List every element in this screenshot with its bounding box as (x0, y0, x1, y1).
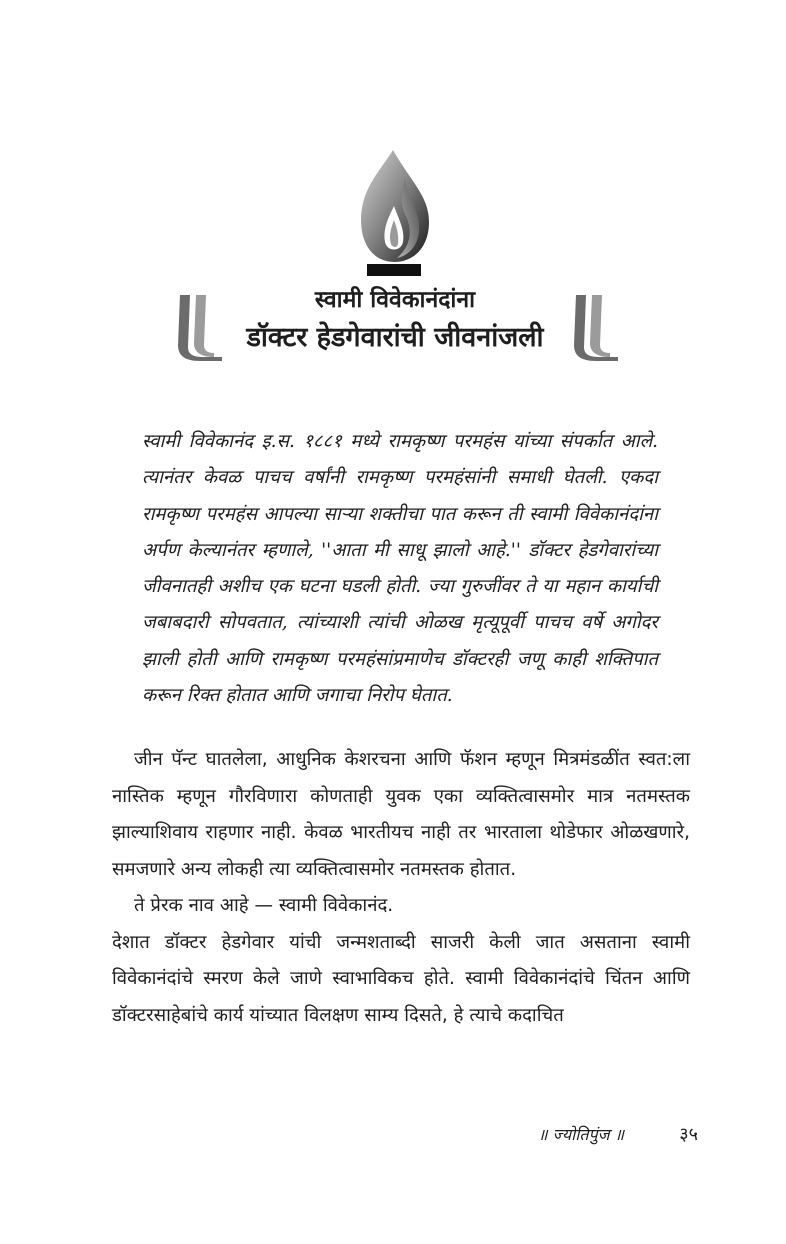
paragraph: देशात डॉक्टर हेडगेवार यांची जन्मशताब्दी साजरी केली जात असताना स्वामी विवेकानंदांचे स्मरण केले जाणे स्वाभाविकच होते. स्वामी विवेकानंदांचे चिंतन आणि डॉक्टरसाहेबांचे कार्य यांच्यात विलक्षण साम्य दिसते, हे त्याचे कदाचित (112, 931, 690, 1026)
chapter-intro: स्वामी विवेकानंद इ.स. १८८१ मध्ये रामकृष्ण परमहंस यांच्या संपर्कात आले. त्यानंतर केवळ पाचच वर्षांनी रामकृष्ण परमहंसांनी समाधी घेतली. एकदा रामकृष्ण परमहंस आपल्या साऱ्या शक्तीचा पात करून ती स्वामी विवेकानंदांना अर्पण केल्यानंतर म्हणाले, ''आता मी साधू झालो आहे.'' डॉक्टर हेडगेवारांच्या जीवनातही अशीच एक घटना घडली होती. ज्या गुरुजींवर ते या महान कार्याची जबाबदारी सोपवतात, त्यांच्याशी त्यांची ओळख मृत्यूपूर्वी पाचच वर्षे अगोदर झाली होती आणि रामकृष्ण परमहंसांप्रमाणेच डॉक्टरही जणू काही शक्तिपात करून रिक्त होतात आणि जगाचा निरोप घेतात. (142, 431, 658, 707)
chapter-title-line1: स्वामी विवेकानंदांना (314, 287, 476, 313)
chapter-body (112, 742, 690, 1034)
paragraph: जीन पॅन्ट घातलेला, आधुनिक केशरचना आणि फॅशन म्हणून मित्रमंडळींत स्वत:ला नास्तिक म्हणून गौरविणारा कोणताही युवक एका व्यक्तित्वासमोर मात्र नतमस्तक झाल्याशिवाय राहणार नाही. केवळ भारतीयच नाही तर भारताला थोडेफार ओळखणारे, समजणारे अन्य लोकही त्या व्यक्तित्वासमोर नतमस्तक होतात. (112, 749, 690, 880)
page-footer (538, 1120, 698, 1150)
book-title: ॥ ज्योतिपुंज ॥ (538, 1125, 625, 1144)
flame-icon (353, 148, 435, 280)
double-danda-icon (566, 291, 620, 361)
paragraph: ते प्रेरक नाव आहे — स्वामी विवेकानंद. (134, 895, 394, 916)
chapter-title-line2: डॉक्टर हेडगेवारांची जीवनांजली (246, 322, 544, 353)
page-number: ३५ (679, 1124, 698, 1145)
chapter-title-block (170, 285, 620, 375)
